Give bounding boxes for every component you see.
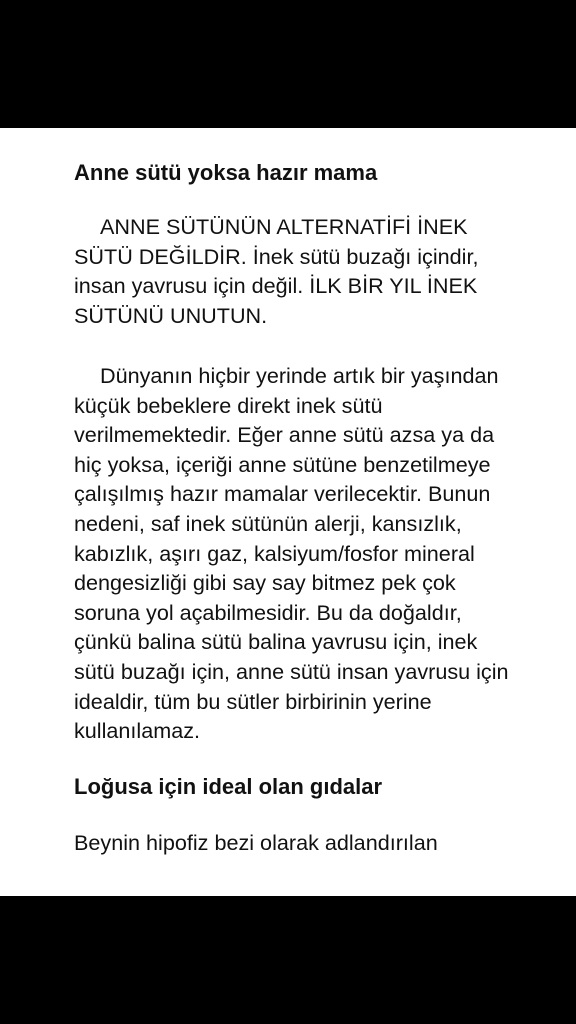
paragraph-line: Beynin hipofiz bezi olarak adlandırılan bbox=[74, 830, 438, 855]
paragraph-line: idealdir, tüm bu sütler birbirinin yerine bbox=[74, 688, 432, 714]
paragraph-line: çalışılmış hazır mamalar verilecektir. Bunun bbox=[74, 481, 491, 507]
paragraph-line: nedeni, saf inek sütünün alerji, kansızlık, bbox=[74, 510, 462, 536]
bottom-black-bar bbox=[0, 896, 576, 1024]
paragraph-line: SÜTÜ DEĞİLDİR. İnek sütü buzağı içindir, bbox=[74, 243, 479, 269]
section-heading-formula: Anne sütü yoksa hazır mama bbox=[74, 160, 378, 185]
document-page[interactable] bbox=[0, 128, 576, 896]
paragraph-line: kabızlık, aşırı gaz, kalsiyum/fosfor mineral bbox=[74, 540, 475, 566]
paragraph-cow-milk-warning bbox=[74, 212, 544, 330]
top-black-bar bbox=[0, 0, 576, 128]
paragraph-line: küçük bebeklere direkt inek sütü bbox=[74, 392, 383, 418]
paragraph-line: hiç yoksa, içeriği anne sütüne benzetilmeye bbox=[74, 451, 491, 477]
paragraph-line: soruna yol açabilmesidir. Bu da doğaldır, bbox=[74, 599, 462, 625]
paragraph-line: SÜTÜNÜ UNUTUN. bbox=[74, 302, 268, 328]
paragraph-line: ANNE SÜTÜNÜN ALTERNATİFİ İNEK bbox=[100, 214, 468, 239]
section-heading-postpartum-foods: Loğusa için ideal olan gıdalar bbox=[74, 774, 383, 799]
paragraph-line: kullanılamaz. bbox=[74, 718, 201, 744]
paragraph-pituitary bbox=[74, 828, 544, 858]
paragraph-formula-explanation bbox=[74, 361, 544, 746]
paragraph-line: Dünyanın hiçbir yerinde artık bir yaşından bbox=[100, 363, 499, 388]
paragraph-line: dengesizliği gibi say say bitmez pek çok bbox=[74, 570, 456, 596]
paragraph-line: sütü buzağı için, anne sütü insan yavrusu için bbox=[74, 658, 509, 684]
paragraph-line: insan yavrusu için değil. İLK BİR YIL İNEK bbox=[74, 273, 478, 299]
paragraph-line: çünkü balina sütü balina yavrusu için, inek bbox=[74, 629, 478, 655]
paragraph-line: verilmemektedir. Eğer anne sütü azsa ya da bbox=[74, 422, 495, 448]
